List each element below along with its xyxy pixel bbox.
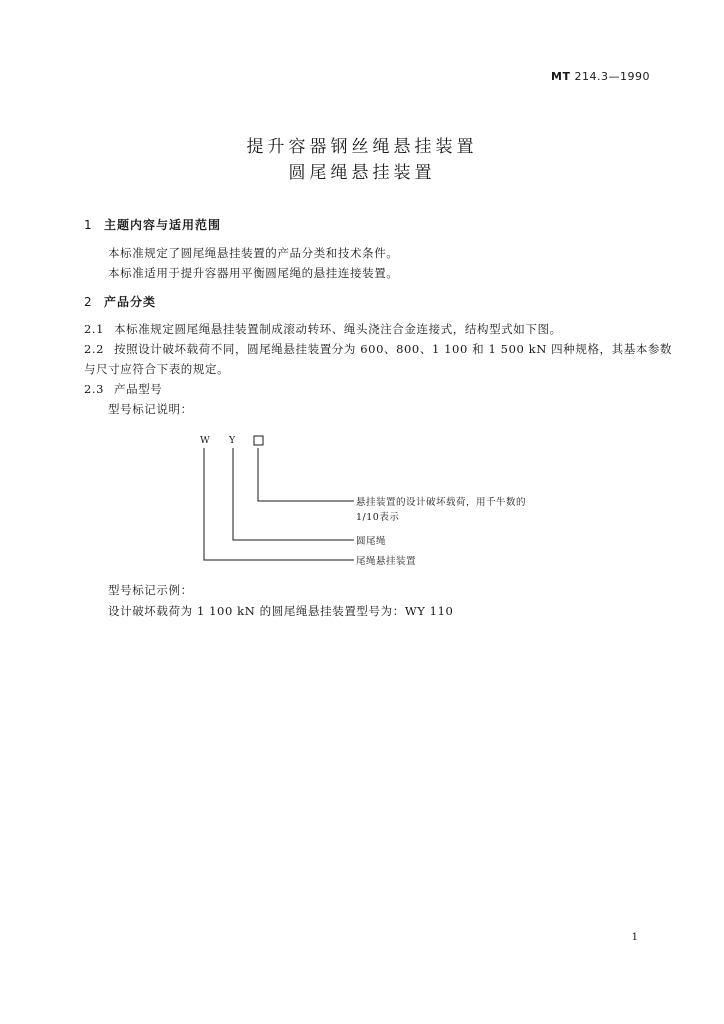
section-1-para-2: 本标准适用于提升容器用平衡圆尾绳的悬挂连接装置。 bbox=[108, 266, 399, 280]
label-round-tail: 圆尾绳 bbox=[356, 536, 387, 547]
document-subtitle: 圆尾绳悬挂装置 bbox=[288, 163, 436, 183]
clause-2-1 bbox=[84, 321, 562, 337]
standard-code bbox=[551, 70, 650, 83]
section-1-number: 1 bbox=[84, 218, 93, 232]
model-example-text: 设计破坏载荷为 1 100 kN 的圆尾绳悬挂装置型号为：WY 110 bbox=[108, 604, 454, 618]
clause-2-2-text-line-1: 按照设计破坏载荷不同，圆尾绳悬挂装置分为 600、800、1 100 和 1 500 kN 四种规格，其基本参数 bbox=[114, 342, 673, 356]
clause-2-1-number: 2.1 bbox=[84, 322, 105, 336]
model-description-label: 型号标记说明： bbox=[108, 402, 193, 416]
clause-2-2-number: 2.2 bbox=[84, 342, 105, 356]
section-2-heading bbox=[84, 293, 156, 310]
leader-line-device bbox=[204, 448, 354, 560]
section-1-para-1: 本标准规定了圆尾绳悬挂装置的产品分类和技术条件。 bbox=[108, 246, 399, 260]
page-number: 1 bbox=[631, 932, 638, 943]
clause-2-2 bbox=[84, 341, 672, 357]
model-letter-w: W bbox=[200, 435, 211, 446]
label-device: 尾绳悬挂装置 bbox=[356, 556, 417, 567]
leader-line-load bbox=[258, 448, 354, 501]
leader-line-round-tail bbox=[233, 448, 354, 540]
section-1-heading bbox=[84, 216, 221, 233]
standard-code-prefix: MT bbox=[551, 70, 571, 83]
model-letter-y: Y bbox=[229, 435, 236, 446]
standard-code-number: 214.3—1990 bbox=[574, 70, 650, 83]
clause-2-3 bbox=[84, 381, 162, 397]
clause-2-1-text: 本标准规定圆尾绳悬挂装置制成滚动转环、绳头浇注合金连接式，结构型式如下图。 bbox=[114, 322, 562, 336]
model-example-label: 型号标记示例： bbox=[108, 583, 193, 597]
label-load-line-1: 悬挂装置的设计破坏载荷，用千牛数的 bbox=[356, 497, 527, 508]
model-code-diagram bbox=[190, 432, 570, 572]
placeholder-box bbox=[254, 436, 263, 445]
clause-2-2-text-line-2: 与尺寸应符合下表的规定。 bbox=[84, 362, 230, 376]
section-1-title: 主题内容与适用范围 bbox=[104, 218, 222, 232]
label-load-line-2: 1/10表示 bbox=[356, 512, 400, 523]
section-2-title: 产品分类 bbox=[104, 295, 157, 309]
document-title: 提升容器钢丝绳悬挂装置 bbox=[246, 137, 478, 157]
section-2-number: 2 bbox=[84, 295, 93, 309]
clause-2-3-text: 产品型号 bbox=[114, 382, 163, 396]
clause-2-3-number: 2.3 bbox=[84, 382, 105, 396]
